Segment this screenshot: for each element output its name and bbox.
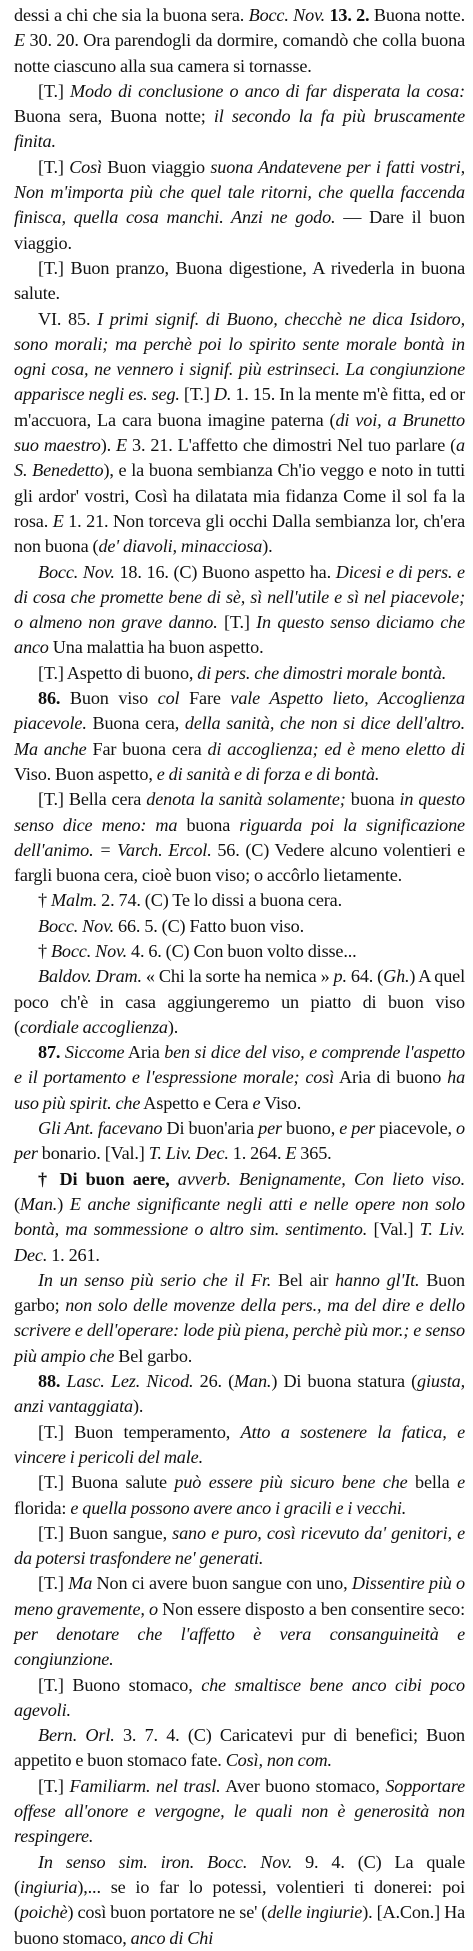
text-segment: ma <box>146 814 187 835</box>
text-segment: piacevole, <box>375 1118 457 1139</box>
text-segment: Malm. <box>50 890 98 911</box>
text-segment: In un senso più serio che il Fr. <box>38 1269 272 1290</box>
text-segment: 2. 74. (C) Te lo dissi a buona cera. <box>97 890 343 911</box>
text-segment: ) <box>57 1193 70 1214</box>
text-segment: ). <box>100 435 117 456</box>
text-segment: e per <box>339 1118 376 1139</box>
text-segment: ben si dice del viso, e comprende l'aspetto e il portamento e l'espressione morale; così <box>14 1042 465 1088</box>
text-segment: T. Liv. Dec. <box>148 1143 229 1164</box>
text-segment: VI. 85. <box>38 308 98 329</box>
entry-paragraph <box>14 661 465 686</box>
text-segment: Buon viso <box>60 688 158 709</box>
text-segment: 1. 264. <box>228 1143 286 1164</box>
text-segment: Bocc. Nov. <box>50 940 127 961</box>
text-segment: 1. 21. Non torceva gli occhi Dalla sembianza lor, ch'era non buona ( <box>14 510 465 557</box>
entry-paragraph <box>14 256 465 307</box>
text-segment: 3. 7. 4. (C) Caricatevi pur di benefici; Buon appetito e buon stomaco fate. <box>14 1725 465 1771</box>
text-segment: [T.] Buon pranzo, Buona digestione, A rivederla in buona salute. <box>14 257 465 304</box>
entry-paragraph <box>14 1673 465 1724</box>
text-segment: Così <box>69 156 102 177</box>
text-segment: « Chi la sorte ha nemica » <box>141 966 334 987</box>
text-segment: p. <box>333 966 347 987</box>
text-segment: vale Aspetto lieto, Accoglienza piacevole. <box>14 688 465 734</box>
entry-paragraph <box>14 3 465 79</box>
text-segment: E anche significante negli atti e nelle opere non solo bontà, ma sommessione o altro sim. sentimento. <box>14 1193 465 1240</box>
text-segment: [T.] Aspetto di buono, <box>38 662 198 683</box>
entry-paragraph <box>14 1774 465 1850</box>
text-segment: anco di Chi <box>130 1927 214 1948</box>
text-segment: hanno gl'It. <box>335 1269 420 1290</box>
text-segment: 365. <box>296 1143 332 1164</box>
text-segment: E <box>116 435 127 456</box>
text-segment: Gh. <box>383 966 410 987</box>
text-segment: 88. <box>38 1371 61 1392</box>
text-segment: di voi, a Brunetto suo maestro <box>14 409 465 456</box>
text-segment: 56. (C) Vedere alcuno volentieri e fargli buona cera, cioè buon viso; o accôrlo lietamente. <box>14 839 465 886</box>
text-segment: Bocc. Nov. <box>248 5 326 25</box>
text-segment: suona Andatevene per i fatti vostri, Non m'importa più che quel tale ritorni, che quella faccenda finisca, quella cosa manchi. Anzi ne godo. <box>14 156 465 228</box>
text-segment: — Dare il buon viaggio. <box>14 207 465 253</box>
text-segment: ),... se io far lo potessi, volentieri ti donerei: poi ( <box>14 1876 465 1923</box>
text-segment: de' diavoli, minacciosa <box>98 536 263 557</box>
text-segment: e <box>252 1092 261 1113</box>
text-segment: [T.] <box>179 384 214 405</box>
text-segment: 3. 21. L'affetto che dimostri Nel tuo parlare ( <box>127 435 457 456</box>
text-segment <box>194 1852 207 1872</box>
entry-paragraph <box>14 1521 465 1572</box>
entry-paragraph <box>14 939 465 964</box>
text-segment: [T.] <box>38 1775 70 1796</box>
text-segment: di pers. che dimostri morale bontà. <box>197 662 447 683</box>
text-segment: Non essere disposto a ben consentire seco: <box>157 1598 465 1619</box>
text-segment: Dissentire più o meno gravemente, o <box>14 1573 465 1619</box>
text-segment: T. Liv. Dec. <box>14 1219 465 1265</box>
text-segment: riguarda poi la significazione dell'animo. = Varch. Ercol. <box>14 814 465 860</box>
text-segment: buona <box>186 814 240 835</box>
text-segment: E <box>52 510 64 531</box>
entry-paragraph <box>14 1040 465 1116</box>
text-segment: 30. 20. Ora parendogli da dormire, comandò che colla buona notte ciascuno alla sua camera si tornasse. <box>14 30 465 76</box>
text-segment: che smaltisce bene anco cibi poco agevoli. <box>14 1674 465 1720</box>
text-segment: ingiuria <box>19 1876 78 1897</box>
text-segment: [T.] <box>217 612 257 633</box>
text-segment: delle ingiurie <box>267 1902 363 1923</box>
text-segment: In senso sim. iron. <box>38 1851 195 1872</box>
text-segment: può essere più sicuro bene che <box>174 1472 408 1493</box>
text-segment: ha uso più spirit. che <box>14 1067 466 1113</box>
text-segment: [T.] Bella cera <box>38 789 147 810</box>
text-segment: Non ci avere buon sangue con uno, <box>92 1573 352 1594</box>
text-segment: della sanità, che non si dice dell'altro. Ma anche <box>14 713 465 759</box>
text-segment: di accoglienza; ed è meno eletto di <box>207 738 466 759</box>
entry-paragraph <box>14 1116 465 1167</box>
text-segment: buona <box>345 789 400 810</box>
text-segment: Aspetto e Cera <box>140 1092 253 1113</box>
text-segment: ). [A.Con.] Ha buono stomaco, <box>14 1902 465 1948</box>
entry-paragraph <box>14 1268 465 1369</box>
text-segment: poichè <box>19 1902 68 1923</box>
text-segment: Man. <box>234 1371 272 1392</box>
text-segment: Atto a sostenere la fatica, e vincere i pericoli del male. <box>14 1421 465 1467</box>
entry-paragraph <box>14 686 465 787</box>
text-segment: Gli Ant. facevano <box>38 1118 163 1139</box>
text-segment: [T.] <box>38 1573 69 1594</box>
text-segment: Buona sera, Buona notte; <box>14 106 214 127</box>
text-segment: Far buona cera <box>86 738 208 759</box>
text-segment: Buona notte. <box>369 5 466 25</box>
text-segment: ). <box>262 536 273 557</box>
text-segment: E <box>14 30 25 51</box>
text-segment: per denotare che l'affetto è vera consanguineità e congiunzione. <box>14 1624 465 1670</box>
text-segment: ) Di buona statura ( <box>271 1371 418 1392</box>
text-segment: 86. <box>38 688 61 709</box>
text-segment: e <box>457 1472 465 1493</box>
text-segment: E <box>285 1143 297 1164</box>
entry-paragraph <box>14 1850 465 1951</box>
entry-paragraph <box>14 560 465 661</box>
text-segment: [T.] Buono stomaco, <box>38 1674 202 1695</box>
text-segment: Ma <box>68 1573 93 1594</box>
entry-paragraph <box>14 1470 465 1521</box>
text-segment: Baldov. Dram. <box>38 966 142 987</box>
entry-paragraph <box>14 155 465 256</box>
text-segment: e di sanità e di forza e di bontà. <box>156 763 380 784</box>
text-segment: ). <box>132 1396 144 1417</box>
text-segment: Bern. Orl. <box>38 1725 115 1746</box>
text-segment: sano e puro, così ricevuto da' genitori, e da potersi trasfondere ne' generati. <box>14 1522 465 1569</box>
text-segment: non solo delle movenze della pers., ma del dire e dello scrivere e dell'operare: lode più piena, perchè più mor.; e senso più ampio che <box>14 1295 465 1366</box>
entry-paragraph <box>14 307 465 560</box>
text-segment: florida: <box>14 1497 71 1518</box>
text-segment: ) A quel poco ch'è in casa aggiungeremo un piatto di buon viso ( <box>14 966 466 1037</box>
text-segment: Aria <box>124 1042 165 1063</box>
text-segment: buono, <box>281 1118 340 1139</box>
text-segment: Fare <box>179 688 231 709</box>
text-segment: Viso. <box>260 1092 302 1113</box>
text-segment: Sopportare offese all'onore e vergogne, le quali non è generosità non respingere. <box>14 1775 465 1847</box>
text-segment: 87. <box>38 1042 61 1063</box>
text-segment: [T.] <box>38 156 70 177</box>
text-segment: 1. 261. <box>47 1244 100 1265</box>
text-segment: Lasc. Lez. Nicod. <box>66 1371 194 1392</box>
entry-paragraph <box>14 1723 465 1774</box>
text-segment: o per <box>14 1118 465 1164</box>
text-segment: Buon garbo; <box>14 1269 466 1316</box>
text-segment: † <box>38 940 51 961</box>
text-segment: Viso. Buon aspetto, <box>14 763 157 784</box>
text-segment: cordiale accoglienza <box>19 1016 168 1037</box>
text-segment: Bocc. Nov. <box>207 1851 293 1872</box>
text-segment: 9. 4. (C) La quale ( <box>14 1851 465 1897</box>
text-segment: a S. Benedetto <box>14 435 465 481</box>
text-segment: 18. 16. (C) Buono aspetto ha. <box>114 561 336 582</box>
entry-paragraph <box>14 964 465 1040</box>
text-segment: Dicesi e di pers. e di cosa che promette bene di sè, sì nell'utile e sì nel piacevole; o almeno non grave danno. <box>14 561 465 633</box>
text-segment: ) così buon portatore ne se' ( <box>67 1902 268 1923</box>
text-segment: [T.] <box>38 80 71 101</box>
text-segment: Aria di buono <box>334 1067 448 1088</box>
text-segment: Così, non com. <box>225 1750 332 1771</box>
text-segment: in questo senso dice meno: <box>14 789 465 835</box>
text-segment: il secondo la fa più bruscamente finita. <box>14 106 465 152</box>
text-segment: In questo senso diciamo che anco <box>14 612 465 658</box>
text-segment: † <box>38 890 51 911</box>
entry-paragraph <box>14 1420 465 1471</box>
text-segment: Bel air <box>271 1269 336 1290</box>
text-segment: denota la sanità solamente; <box>146 789 346 810</box>
text-segment: ( <box>14 1193 20 1214</box>
entry-paragraph <box>14 914 465 939</box>
text-segment: Buon viaggio <box>101 156 211 177</box>
text-segment: Di buon'aria <box>162 1118 259 1139</box>
text-segment: † Di buon aere, <box>38 1168 178 1189</box>
text-segment: col <box>157 688 180 709</box>
text-segment: Una malattia ha buon aspetto. <box>48 637 264 658</box>
entry-paragraph <box>14 1571 465 1672</box>
text-segment: I primi signif. di Buono, checchè ne dica Isidoro, sono morali; ma perchè poi lo spirito sente morale bontà in ogni cosa, ne vennero i signif. più estrinseci. La congiunzione apparisce negli es. seg. <box>14 308 465 405</box>
text-segment: bella <box>407 1472 458 1493</box>
text-segment: [T.] Buon sangue, <box>38 1522 173 1543</box>
text-segment: 64. ( <box>346 966 384 987</box>
text-segment: Aver buono stomaco, <box>220 1775 386 1796</box>
text-segment: D. <box>213 384 232 405</box>
entry-paragraph <box>14 1167 465 1268</box>
text-segment: 26. ( <box>193 1371 235 1392</box>
entry-paragraph <box>14 79 465 155</box>
text-segment: ), e la buona sembianza Ch'io veggo e noto in tutti gli ardor' vostri, Così ha dilatata mia fidanza Come il sol fa la rosa. <box>14 460 466 531</box>
text-segment: Bocc. Nov. <box>38 915 115 936</box>
text-segment: Bel garbo. <box>114 1345 193 1366</box>
entry-paragraph <box>14 1369 465 1420</box>
text-segment: giusta, anzi vantaggiata <box>14 1371 465 1417</box>
text-segment: 66. 5. (C) Fatto buon viso. <box>114 915 304 936</box>
text-segment: dessi a chi che sia la buona sera. <box>14 5 249 25</box>
text-segment: bonario. [Val.] <box>37 1143 149 1164</box>
entry-paragraph <box>14 888 465 913</box>
text-segment: 4. 6. (C) Con buon volto disse... <box>127 940 357 961</box>
text-segment: Buona cera, <box>86 713 185 734</box>
text-segment: Modo di conclusione o anco di far disperata la cosa: <box>70 80 465 101</box>
text-segment: Siccome <box>64 1042 125 1063</box>
text-segment: ). <box>167 1016 179 1037</box>
text-segment: 1. 15. In la mente m'è fitta, ed or m'accuora, La cara buona imagine paterna ( <box>14 384 465 430</box>
text-segment: e quella possono avere anco i gracili e i vecchi. <box>70 1497 407 1518</box>
entry-paragraph <box>14 787 465 888</box>
text-segment: Man. <box>19 1193 58 1214</box>
text-segment: Bocc. Nov. <box>38 561 115 582</box>
text-segment: 13. 2. <box>325 5 370 25</box>
text-segment: per <box>258 1118 282 1139</box>
text-segment: [Val.] <box>367 1219 420 1240</box>
text-segment: [T.] Buona salute <box>38 1472 175 1493</box>
text-segment: avverb. Benignamente, Con lieto viso. <box>177 1168 466 1189</box>
text-segment: [T.] Buon temperamento, <box>38 1421 241 1442</box>
text-segment: Familiarm. nel trasl. <box>69 1775 221 1796</box>
